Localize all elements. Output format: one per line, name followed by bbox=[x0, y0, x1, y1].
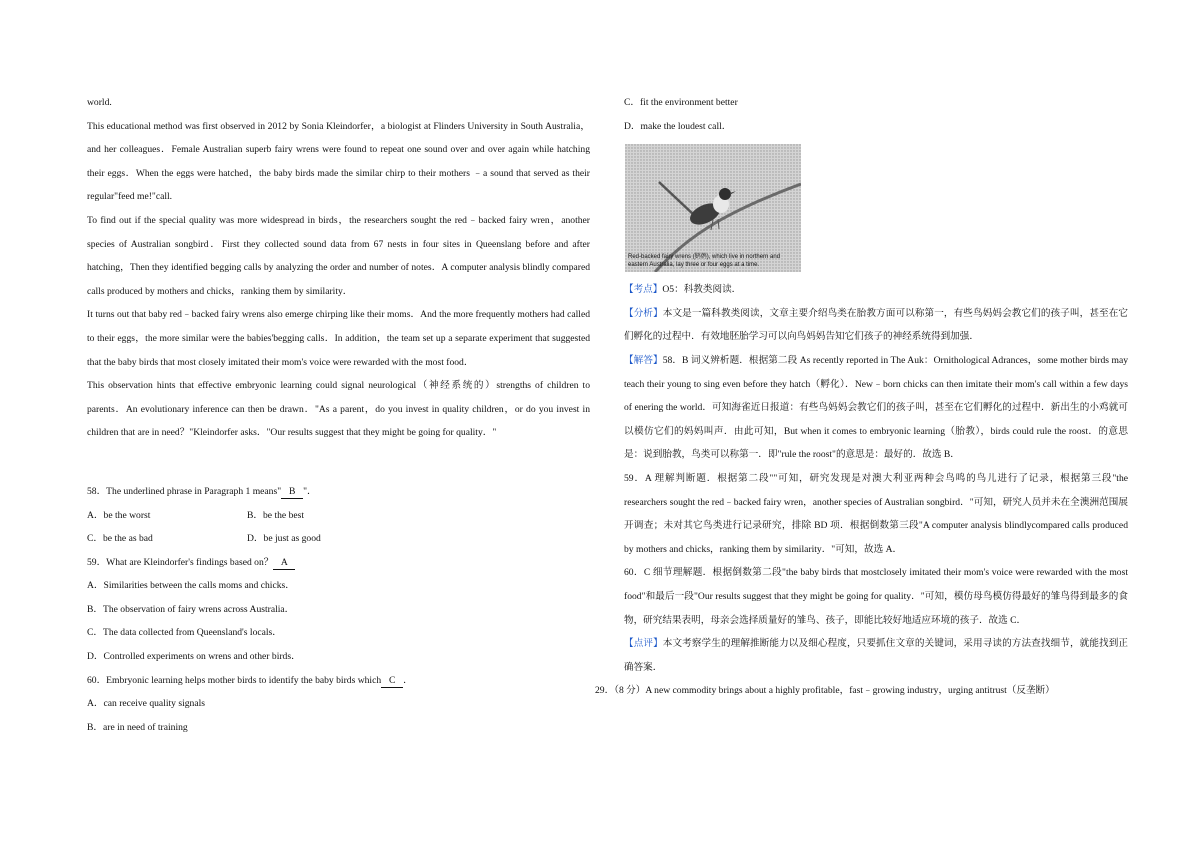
passage-paragraph: world. bbox=[87, 97, 112, 108]
fenxi-section bbox=[624, 302, 1128, 349]
caption-line: eastern Australia, lay three or four eggs at a time. bbox=[628, 262, 760, 269]
question-60-text: 60．Embryonic learning helps mother birds to identify the baby birds which bbox=[87, 674, 382, 686]
spacer bbox=[87, 445, 590, 480]
question-60-answer: C bbox=[381, 674, 403, 688]
option-b: B．The observation of fairy wrens across Australia． bbox=[87, 603, 295, 615]
question-58-answer: B bbox=[281, 485, 303, 499]
passage-paragraph: It turns out that baby red﹣backed fairy wrens also emerge chirping like their moms．And the more frequently mothers had called to their eggs，the more similar were the babies'begging calls．In addition，the team set up a separate experiment that suggested that the baby birds that most closely imitated their mom's voice were rewarded with the most food． bbox=[87, 309, 590, 368]
question-60-text-end: ． bbox=[403, 674, 413, 686]
option-a: A．be the worst bbox=[87, 509, 151, 521]
question-59-text: 59．What are Kleindorfer's findings based on？ bbox=[87, 556, 274, 568]
option-b: B．be the best bbox=[247, 509, 305, 521]
option-d: D．be just as good bbox=[247, 533, 321, 545]
option-d: D．make the loudest call． bbox=[624, 120, 732, 132]
question-58-options-row bbox=[87, 527, 590, 551]
option-c: C．be the as bad bbox=[87, 533, 153, 545]
option-c: C．The data collected from Queensland's locals． bbox=[87, 627, 282, 639]
kaodian-tag: 【考点】 bbox=[624, 284, 663, 296]
bird-head bbox=[719, 188, 731, 200]
question-58-text: 58．The underlined phrase in Paragraph 1 means" bbox=[87, 485, 282, 497]
question-58-options-row bbox=[87, 504, 590, 528]
passage-paragraph: To find out if the special quality was more widespread in birds，the researchers sought the red﹣backed fairy wren，another species of Australian songbird．First they collected sound data from 67 nests in four sites in Queenslang before and after hatching，Then they identified begging calls by analyzing the order and number of notes．A computer analysis blindly compared calls produced by mothers and chicks，ranking them by similarity． bbox=[87, 214, 590, 297]
kaodian-text: O5：科教类阅读． bbox=[662, 284, 742, 296]
option-b: B．are in need of training bbox=[87, 721, 188, 733]
option-d: D．Controlled experiments on wrens and other birds． bbox=[87, 651, 301, 663]
answer-59: 59．A 理解判断题．根据第二段""可知，研究发现是对澳大利亚两种会鸟鸣的鸟儿进行了记录，根据第三段"the researchers sought the red﹣backed fairy wren，another species of Australian songbird．"可知，研究人员并未在全澳洲范围展开调查；未对其它鸟类进行记录研究，排除 BD 项．根据倒数第三段"A computer analysis blindlycompared calls produced by mothers and chicks，ranking them by similarity．"可知，故选 A． bbox=[624, 472, 1128, 555]
passage-paragraph: This educational method was first observed in 2012 by Sonia Kleindorfer，a biologist at Flinders University in South Australia，and her colleagues．Female Australian superb fairy wrens were found to repeat one sound over and over again while hatching their eggs．When the eggs were hatched，the baby birds made the similar chirp to their mothers ﹣a sound that served as their regular"feed me!"call. bbox=[87, 120, 590, 203]
fairy-wren-photo bbox=[625, 144, 801, 272]
fenxi-text: 本文是一篇科教类阅读，文章主要介绍鸟类在胎教方面可以称第一，有些鸟妈妈会教它们的孩子叫，甚至在它们孵化的过程中．有效地胚胎学习可以向鸟妈妈告知它们孩子的神经系统得到加强． bbox=[624, 307, 1129, 343]
passage-paragraph: This observation hints that effective embryonic learning could signal neurological（神经系统的）strengths of children to parents．An evolutionary inference can then be drawn．"As a parent，do you invest in quality children，or do you invest in children that are in need？"Kleindorfer asks．"Our results suggest that they might be going for quality．" bbox=[87, 380, 590, 439]
dianping-section bbox=[624, 632, 1128, 679]
photo-caption bbox=[628, 253, 780, 269]
fenxi-tag: 【分析】 bbox=[624, 307, 663, 319]
question-60-stem bbox=[87, 669, 590, 693]
dianping-tag: 【点评】 bbox=[624, 638, 663, 650]
question-58-stem bbox=[87, 480, 590, 504]
jieda-section bbox=[624, 349, 1128, 467]
question-58-text-end: "． bbox=[303, 485, 317, 497]
option-c: C．fit the environment better bbox=[624, 97, 738, 108]
jieda-text: 58．B 词义辨析题．根据第二段 As recently reported in The Auk：Ornithological Adrances，some mother birds may teach their young to sing even before they hatch（孵化）．New﹣born chicks can then imitate their mom's call within a few days of enering the world．可知海雀近日报道：有些鸟妈妈会教它们的孩子叫，甚至在它们孵化的过程中．新出生的小鸡就可以模仿它们的妈妈叫声．由此可知，But when it comes to embryonic learning（胎教），birds could rule the roost．的意思是：说到胎教，鸟类可以称第一．即"rule the roost"的意思是：最好的．故选 B． bbox=[624, 354, 1128, 461]
jieda-tag: 【解答】 bbox=[624, 354, 663, 366]
dianping-text: 本文考察学生的理解推断能力以及细心程度，只要抓住文章的关键词，采用寻读的方法查找细节，就能找到正确答案． bbox=[624, 638, 1129, 673]
option-a: A．can receive quality signals bbox=[87, 698, 206, 710]
kaodian-section bbox=[624, 278, 1128, 302]
question-59-stem bbox=[87, 551, 590, 575]
caption-line: Red-backed fairy wrens (鹪鹩), which live in northern and bbox=[628, 254, 781, 261]
question-59-answer: A bbox=[273, 556, 295, 570]
right-column bbox=[595, 91, 1129, 703]
option-a: A．Similarities between the calls moms and chicks． bbox=[87, 580, 295, 592]
question-29-stem: 29．（8 分）A new commodity brings about a highly profitable，fast﹣growing industry，urging antitrust（反垄断） bbox=[595, 685, 1055, 697]
answer-60: 60．C 细节理解题．根据倒数第二段"the baby birds that mostclosely imitated their mom's voice were rewarded with the most food"和最后一段"Our results suggest that they might be going for quality．"可知，模仿母鸟模仿得最好的雏鸟得到最多的食物，研究结果表明，母亲会选择质量好的雏鸟、孩子，即能比较好地适应环境的孩子．故选 C． bbox=[624, 567, 1128, 626]
left-column bbox=[87, 91, 590, 739]
